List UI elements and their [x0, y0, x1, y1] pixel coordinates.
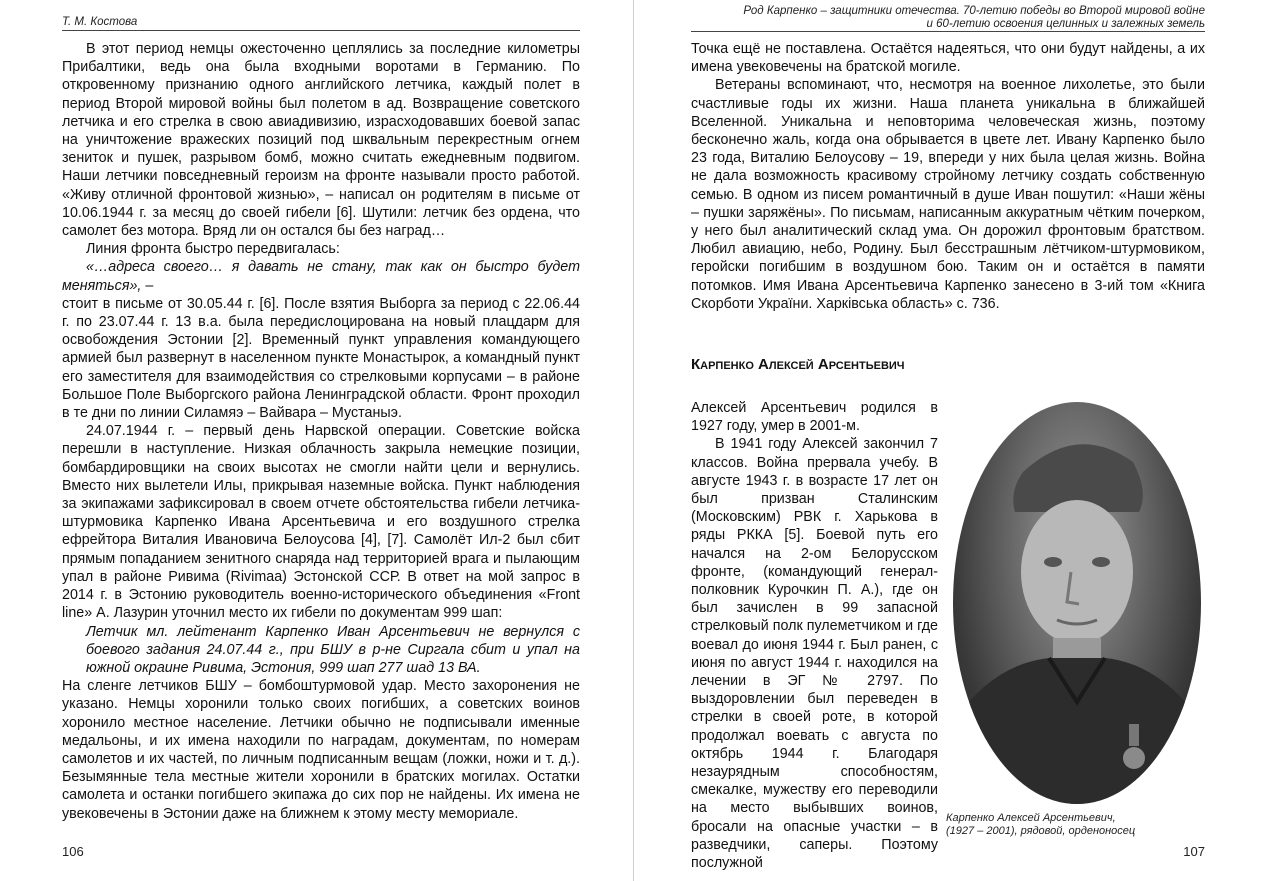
running-header-title: [743, 5, 1205, 31]
page-number-right: 107: [1183, 844, 1205, 859]
header-line-1: Род Карпенко – защитники отечества. 70-летию победы во Второй мировой войне: [743, 5, 1205, 17]
header-rule: [691, 31, 1205, 32]
paragraph: Линия фронта быстро передвигалась:: [86, 241, 340, 258]
paragraph: Ветераны вспоминают, что, несмотря на военное лихолетье, это были счастливые годы их жизни. Наша планета уникальна в ближайшей Вселенной. Уникальна и неповторима человеческая жизнь, поэтому бесконечно жаль, когда она обрывается в цвете лет. Ивану Карпенко было 23 года, Виталию Белоусову – 19, впереди у них была целая жизнь. Война не дала возможность красивому стройному летчику создать собственную семью. В одном из писем романтичный в душе Иван пошутил: «Наши жёны – пушки заряжёны». По письмам, написанным аккуратным чётким почерком, у него был аналитический склад ума. Он дорожил фронтовым братством. Любил авиацию, небо, Родину. Был бесстрашным лётчиком-штурмовиком, геройски погибшим в воздушном бою. Таким он и остаётся в памяти потомков. Имя Ивана Арсентьевича Карпенко занесено в 3-ий том «Книга Скорботи України. Харківська область» с. 736.: [691, 77, 1205, 312]
caption-line-1: Карпенко Алексей Арсентьевич,: [946, 812, 1116, 824]
portrait-silhouette: [953, 402, 1201, 804]
header-line-2: и 60-летию освоения целинных и залежных земель: [926, 18, 1205, 30]
left-body-text: [62, 40, 580, 823]
paragraph: стоит в письме от 30.05.44 г. [6]. После взятия Выборга за период с 22.06.44 г. по 23.07.44 г. 13 в.а. была передислоцирована на новый плацдарм для освобождения Эстонии [2]. Временный пункт управления командующего армией был развернут в населенном пункте Монастырок, а командный пункт его заместителя для взаимодействия со стрелковыми корпусами – в районе Большое Поле Выборгского района Ленинградской области. Фронт проходил в те дни по линии Силамяэ – Вайвара – Мустаныэ.: [62, 295, 580, 422]
photo-caption: [946, 812, 1206, 838]
page-number-left: 106: [62, 844, 84, 859]
paragraph: На сленге летчиков БШУ – бомбоштурмовой удар. Место захоронения не указано. Немцы хоронили только своих погибших, а советских воинов хоронило местное население. Летчики обычно не подписывали именные медальоны, и их имена находили по наградам, документам, по номерам самолетов и их частей, по личным подписанным вещам (ложки, ножи и т. д.). Безымянные тела местные жители хоронили в братских могилах. Остатки самолета и останки погибшего экипажа до сих пор не найдены. Их имена не увековечены в Эстонии даже на ближнем к этому месту мемориале.: [62, 678, 580, 822]
paragraph: Летчик мл. лейтенант Карпенко Иван Арсентьевич не вернулся с боевого задания 24.07.44 г., при БШУ в р-не Сиргала сбит и упал на южной окраине Ривима, Эстония, 999 шап 277 шад 13 ВА.: [86, 623, 580, 676]
paragraph: Алексей Арсентьевич родился в 1927 году, умер в 2001-м.: [691, 400, 938, 435]
caption-line-2: (1927 – 2001), рядовой, орденоносец: [946, 825, 1136, 837]
section-title: Карпенко Алексей Арсентьевич: [691, 356, 905, 373]
right-page: [634, 0, 1267, 881]
paragraph: 24.07.1944 г. – первый день Нарвской операции. Советские войска перешли в наступление. Низкая облачность закрыла немецкие позиции, бомбардировщики на своих высотах не смогли найти цели и вернулись. Вместо них вылетели Илы, прикрывая наземные войска. Пункт наблюдения за экипажами зафиксировал в своем отчете обстоятельства гибели летчика-штурмовика Карпенко Ивана Арсентьевича и его воздушного стрелка ефрейтора Виталия Ивановича Белоусова [4], [7]. Самолёт Ил-2 был сбит прямым попаданием зенитного снаряда над территорией врага и пылающим упал в районе Ривима (Rivimaa) Эстонской ССР. В ответ на мой запрос в 2014 г. в Эстонию руководитель военно-исторического объединения «Front line» А. Лазурин уточнил место их гибели по документам 999 шап:: [62, 423, 580, 622]
paragraph: Точка ещё не поставлена. Остаётся надеяться, что они будут найдены, а их имена увековечены на братской могиле.: [691, 41, 1205, 76]
paragraph: «…адреса своего… я давать не стану, так как он быстро будет меняться», –: [62, 259, 580, 294]
running-header-author: Т. М. Костова: [62, 16, 138, 28]
paragraph: В этот период немцы ожесточенно цеплялись за последние километры Прибалтики, ведь она была входными воротами в Германию. По откровенному признанию одного английского летчика, каждый полет в период Второй мировой войны был полетом в ад. Возвращение советского летчика и его стрелка в свою авиадивизию, израсходовавших боевой запас на уничтожение вражеских позиций под шквальным перекрестным огнем зениток и пушек, разрывом бомб, можно считать ежедневным подвигом. Наши летчики повседневный героизм на фронте называли просто работой. «Живу отличной фронтовой жизнью», – написал он родителям в письме от 10.06.1944 г. за месяц до своей гибели [6]. Шутили: летчик без ордена, что самолет без мотора. Вряд ли он остался бы без наград…: [62, 41, 580, 240]
portrait-photo: [953, 402, 1201, 804]
right-body-text: [691, 40, 1205, 313]
bio-text: [691, 399, 938, 872]
header-rule: [62, 30, 580, 31]
paragraph: В 1941 году Алексей закончил 7 классов. Война прервала учебу. В августе 1943 г. в возрасте 17 лет он был призван Сталинским (Московским) РВК г. Харькова в ряды РККА [5]. Боевой путь его начался на 2-ом Белорусском фронте, (командующий генерал-полковник Курочкин П. А.), где он был зачислен в 99 запасной стрелковый полк пулеметчиком и где воевал до июня 1944 г. Был ранен, с июня по август 1944 г. находился на лечении в ЭГ № 2797. По выздоровлении был переведен в стрелки в своей роте, в которой продолжал воевать с августа по октябрь 1944 г. Благодаря незаурядным способностям, смекалке, мужеству его переводили на место выбывших воинов, бросали на опасные участки – в разведчики, саперы. Поэтому послужной: [691, 436, 938, 872]
